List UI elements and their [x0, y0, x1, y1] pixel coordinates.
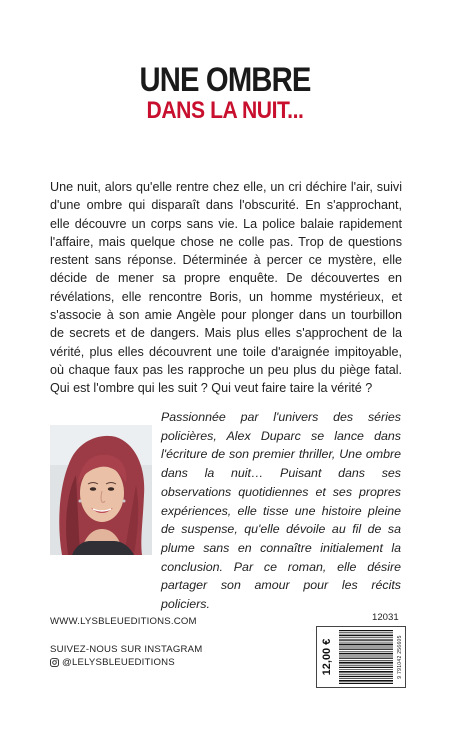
price-label: [316, 627, 338, 687]
instagram-handle-text: @LELYSBLEUEDITIONS: [62, 657, 175, 668]
instagram-icon: [50, 658, 59, 667]
publisher-website[interactable]: WWW.LYSBLEUEDITIONS.COM: [50, 616, 197, 627]
synopsis-text: Une nuit, alors qu'elle rentre chez elle, un cri déchire l'air, suivi d'une ombre qui disparaît dans l'obscurité. En s'approchant, elle découvre un corps sans vie. La police balaie rapidement l'affaire, mais quelque chose ne colle pas. Trop de questions restent sans réponse. Déterminée à percer ce mystère, elle décide de mener sa propre enquête. De découvertes en révélations, elle rencontre Boris, un homme mystérieux, et s'associe à son amie Angèle pour plonger dans un tourbillon de secrets et de dangers. Mais plus elles s'approchent de la vérité, plus elles découvrent une toile d'araignée impitoyable, où chaque faux pas les rapproche un peu plus du piège fatal. Qui est l'ombre qui les suit ? Qui veut faire taire la vérité ?: [50, 180, 402, 396]
barcode-box: [316, 626, 406, 688]
isbn-digits: [396, 627, 404, 687]
follow-instagram-text: SUIVEZ-NOUS SUR INSTAGRAM: [50, 644, 203, 655]
author-bio: Passionnée par l'univers des séries policières, Alex Duparc se lance dans l'écriture de son premier thriller, Une ombre dans la nuit… Puisant dans ses observations quotidiennes et ses propres expériences, elle tisse une histoire pleine de suspense, qu'elle dévoile au fil de sa plume sans en connaître initialement la conclusion. Par ce roman, elle désire partager son amour pour les récits policiers.: [161, 410, 401, 612]
product-code: 12031: [372, 612, 399, 623]
price-text: 12,00 €: [321, 638, 333, 676]
author-photo: [50, 425, 152, 555]
instagram-handle[interactable]: [50, 657, 175, 668]
title-line-2: DANS LA NUIT...: [146, 97, 304, 124]
isbn-digits-text: 9 791042 256605: [397, 635, 403, 679]
author-portrait-icon: [50, 425, 152, 555]
cover-title: [0, 62, 450, 124]
barcode-icon: [339, 630, 395, 684]
title-line-1: UNE OMBRE: [139, 61, 311, 99]
